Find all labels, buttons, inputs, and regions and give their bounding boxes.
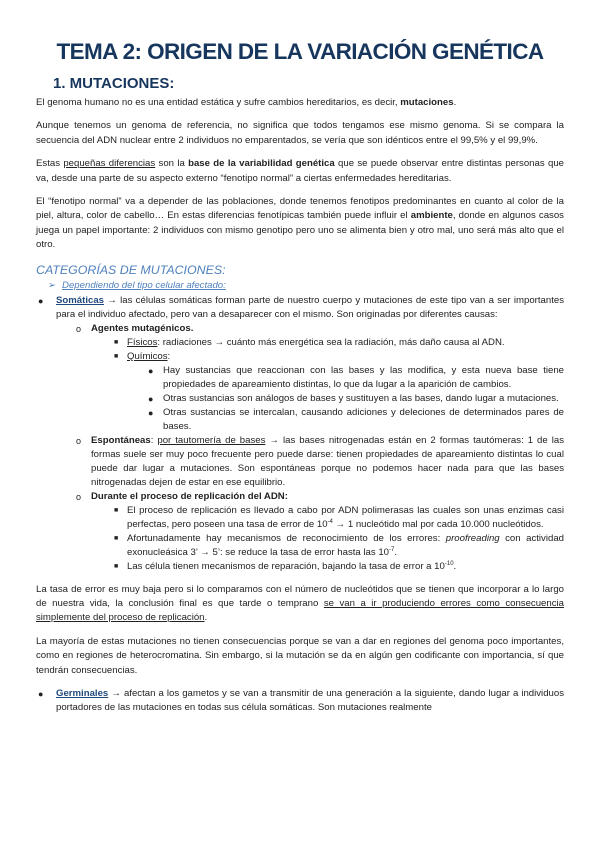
list-item-replicacion-2: [36, 532, 564, 560]
bullet-square-icon: ■: [114, 338, 119, 346]
text: → las células somáticas forman parte de nuestro cuerpo y mutaciones de este tipo van a ser importantes para el individuo afectado, pero van a desaparecer con el mismo. Son originadas por diferentes causas:: [56, 294, 564, 320]
subcategory-tipo-celular: [48, 279, 564, 293]
text: Otras sustancias son análogos de bases y sustituyen a las bases, dando lugar a mutaciones.: [163, 392, 559, 404]
bullet-circle-icon: o: [76, 491, 82, 502]
list-item-somaticas: [36, 294, 564, 322]
list-item-quimicos: [36, 350, 564, 364]
text: :: [167, 350, 171, 362]
superscript: -4: [327, 518, 333, 525]
section-heading-mutaciones: 1. MUTACIONES:: [53, 75, 175, 92]
text: que se puede observar entre distintas personas que va, desde una parte de su aspecto externo “fenotipo normal” a ciertas enfermedades hereditarias.: [36, 158, 564, 184]
bold-label: Agentes mutagénicos.: [91, 322, 194, 334]
bold-term-mutaciones: mutaciones: [400, 97, 454, 108]
text: Afortunadamente hay mecanismos de reconocimiento de los errores:: [127, 532, 446, 544]
text: La tasa de error es muy baja pero si lo comparamos con el número de nucleótidos que se tienen que incorporar a lo largo de nuestra vida, la conclusión final es que tarde o temprano: [36, 583, 564, 610]
list-item-replicacion-1: [36, 504, 564, 532]
underlined-label: Físicos: [127, 336, 158, 348]
bold-text: base de la variabilidad genética: [188, 158, 335, 170]
text: :: [150, 434, 158, 446]
superscript: -10: [444, 560, 454, 567]
bullet-square-icon: ■: [114, 352, 119, 360]
categories-heading: CATEGORÍAS DE MUTACIONES:: [36, 262, 226, 277]
paragraph-fenotipo-normal: [36, 195, 564, 253]
text: : radiaciones → cuánto más energética sea la radiación, más daño causa al ADN.: [157, 336, 505, 348]
bullet-square-icon: ■: [114, 534, 119, 542]
text: El genoma humano no es una entidad estática y sufre cambios hereditarios, es decir,: [36, 97, 401, 108]
bullet-circle-icon: o: [76, 323, 82, 334]
paragraph-consecuencias: La mayoría de estas mutaciones no tienen consecuencias porque se van a dar en regiones del genoma poco importantes, como en regiones de heterocromatina. Sin embargo, si la mutación se da en algún gen codificante con importancia, sí que tendrán consecuencias.: [36, 635, 564, 676]
underlined-text: se van a ir produciendo errores como consecuencia simplemente del proceso de replicación: [36, 598, 564, 624]
bold-term-ambiente: ambiente: [410, 210, 453, 222]
text: .: [394, 546, 398, 558]
bullet-dot-icon: ●: [38, 689, 44, 700]
page-title: TEMA 2: ORIGEN DE LA VARIACIÓN GENÉTICA: [56, 39, 544, 64]
text: .: [204, 612, 208, 624]
text: , donde en algunos casos juega un papel importante: 2 individuos con mismo genotipo pero uno se alimenta bien y otro mal, uno será más alto que el otro.: [36, 210, 564, 251]
subcategory-label: Dependiendo del tipo celular afectado:: [62, 279, 226, 291]
bullet-circle-icon: o: [76, 435, 82, 446]
list-item-quimicos-3: [36, 406, 564, 434]
paragraph-tasa-error: [36, 583, 564, 626]
list-item-quimicos-1: [36, 364, 564, 392]
text: El “fenotipo normal” va a depender de las poblaciones, donde tenemos fenotipos predominantes en cuanto al color de la piel, altura, color de cabello… En estas diferencias fenotípicas también puede influir el: [36, 196, 564, 222]
text: Hay sustancias que reaccionan con las bases y las modifica, y esta nueva base tiene propiedades de apareamiento distintas, lo que da lugar a la aparición de cambios.: [163, 364, 564, 390]
list-item-espontaneas: [36, 434, 564, 490]
bullet-dot-icon: ●: [148, 407, 154, 418]
text: Las célula tienen mecanismos de reparación, bajando la tasa de error a 10: [127, 560, 445, 572]
text: son la: [155, 158, 189, 170]
bold-label: Durante el proceso de replicación del ADN:: [91, 490, 288, 502]
text: Otras sustancias se intercalan, causando adiciones y deleciones de determinados pares de bases.: [163, 406, 564, 432]
underlined-label: Químicos: [127, 350, 168, 362]
arrowhead-bullet-icon: ➢: [48, 279, 57, 291]
text: → afectan a los gametos y se van a transmitir de una generación a la siguiente, dando lugar a individuos portadores de las mutaciones en todas sus célula somáticas. Son mutaciones realmente: [56, 688, 564, 714]
bullet-square-icon: ■: [114, 562, 119, 570]
bold-label: Espontáneas: [91, 434, 151, 446]
text: .: [453, 560, 457, 572]
somaticas-link[interactable]: Somáticas: [56, 294, 104, 306]
text: .: [453, 97, 457, 108]
paragraph-genoma-referencia: Aunque tenemos un genoma de referencia, no significa que todos tengamos ese mismo genoma. Si se compara la secuencia del ADN nuclear entre 2 individuos no emparentados, se vería que son idénticos entre el 99,5% y el 99,9%.: [36, 120, 564, 146]
bullet-dot-icon: ●: [38, 295, 44, 306]
underlined-text: pequeñas diferencias: [63, 158, 156, 170]
superscript: -7: [389, 546, 395, 553]
list-item-agentes-mutagenicos: [36, 322, 564, 336]
paragraph-pequenas-diferencias: [36, 157, 564, 186]
text: → 1 nucleótido mal por cada 10.000 nucleótidos.: [332, 518, 544, 530]
germinales-link[interactable]: Germinales: [56, 688, 109, 700]
text: con actividad exonucleásica 3’ → 5’: se reduce la tasa de error hasta las 10: [127, 532, 564, 558]
underlined-text: por tautomería de bases: [157, 434, 266, 446]
bullet-dot-icon: ●: [148, 393, 154, 404]
list-item-replicacion: [36, 490, 564, 504]
text: El proceso de replicación es llevado a cabo por ADN polimerasas las cuales son unas enzimas casi perfectas, pero poseen una tasa de error de 10: [127, 504, 564, 530]
list-item-replicacion-3: [36, 560, 564, 574]
bullet-dot-icon: ●: [148, 365, 154, 376]
text: → las bases nitrogenadas están en 2 formas tautómeras: 1 de las formas suele ser muy poco frecuente pero puede darse: tienen propiedades de apareamiento distintas lo cual puede dar lugar a mutaciones. Son espontáneas porque no podemos hacer nada para que las bases nitrogenadas dejen de estar en ese equilibrio.: [91, 434, 564, 488]
bullet-square-icon: ■: [114, 506, 119, 514]
text: Estas: [36, 158, 64, 170]
paragraph-intro: [36, 96, 564, 110]
list-item-fisicos: [36, 336, 564, 350]
list-item-quimicos-2: [36, 392, 564, 406]
list-item-germinales: [36, 687, 564, 715]
italic-term: proofreading: [445, 532, 500, 544]
